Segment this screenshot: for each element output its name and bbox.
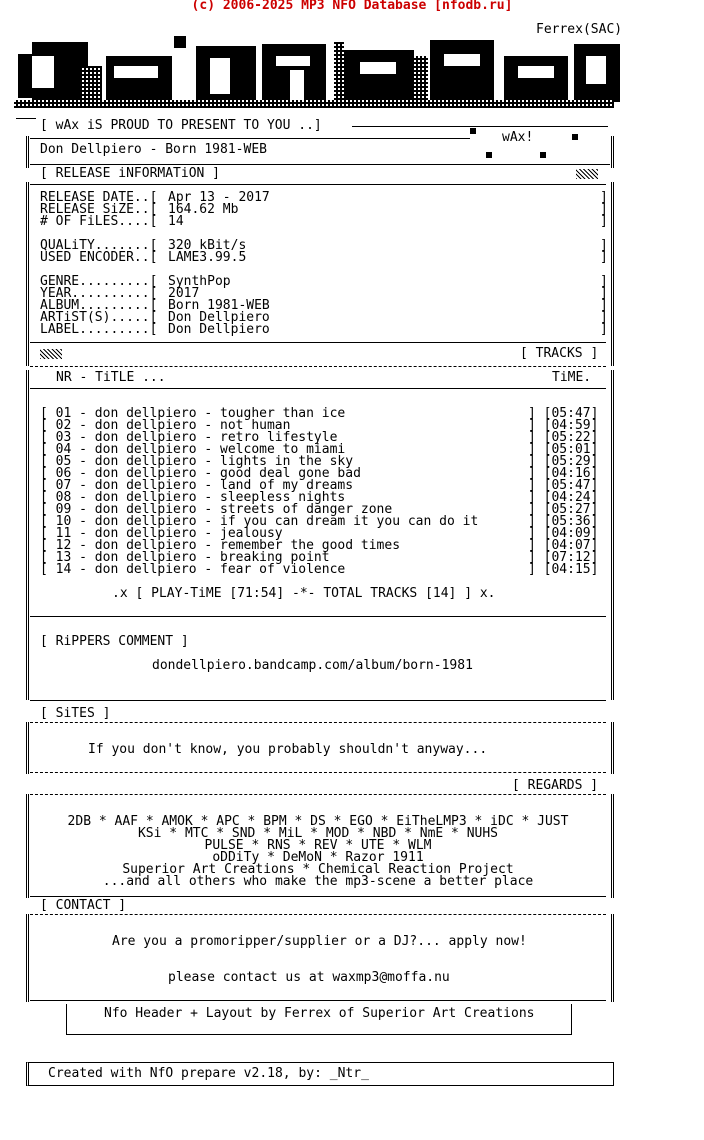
regards-line: oDDiTy * DeMoN * Razor 1911 [212, 850, 424, 865]
regards-line: KSi * MTC * SND * MiL * MOD * NBD * NmE * NUHS [137, 826, 499, 841]
regards-title: [ REGARDS ] [512, 778, 599, 793]
release-info-bracket: ] [600, 214, 608, 229]
release-info-value: Don Dellpiero [168, 322, 270, 337]
track-title: [ 04 - don dellpiero - welcome to miami [40, 442, 346, 457]
release-info-rule-bottom [30, 342, 606, 343]
regards-line: ...and all others who make the mp3-scene a better place [102, 874, 534, 889]
track-title: [ 12 - don dellpiero - remember the good times [40, 538, 401, 553]
created-with: Created with NfO prepare v2.18, by: _Ntr_ [48, 1066, 369, 1081]
tracks-rule-top [30, 366, 606, 367]
tracks-summary: .x [ PLAY-TiME [71:54] -*- TOTAL TRACKS [14] ] x. [112, 586, 496, 601]
release-name-rule [30, 138, 470, 139]
track-time: ] [05:29] [528, 454, 599, 469]
sites-title: [ SiTES ] [40, 706, 111, 721]
track-time: ] [04:09] [528, 526, 599, 541]
release-info-label: LABEL.........[ [40, 322, 158, 337]
release-info-label: USED ENCODER..[ [40, 250, 158, 265]
release-info-value: Don Dellpiero [168, 310, 270, 325]
tracks-header-right: TiME. [552, 370, 592, 385]
release-info-label: QUALiTY.......[ [40, 238, 158, 253]
track-title: [ 07 - don dellpiero - land of my dreams [40, 478, 354, 493]
track-time: ] [05:22] [528, 430, 599, 445]
regards-line: Superior Art Creations * Chemical Reaction Project [122, 862, 514, 877]
tracks-title: [ TRACKS ] [520, 346, 599, 361]
release-name: Don Dellpiero - Born 1981-WEB [40, 142, 267, 157]
track-time: ] [04:07] [528, 538, 599, 553]
rippers-rule-bottom [30, 700, 606, 701]
artist-tag: Ferrex(SAC) [536, 22, 623, 37]
track-title: [ 09 - don dellpiero - streets of danger zone [40, 502, 393, 517]
track-time: ] [05:47] [528, 478, 599, 493]
rippers-title: [ RiPPERS COMMENT ] [40, 634, 189, 649]
regards-line: PULSE * RNS * REV * UTE * WLM [204, 838, 432, 853]
contact-rule-bottom [30, 1000, 606, 1001]
header-rule-right [352, 126, 608, 127]
logo-graphic [14, 36, 626, 114]
release-info-value: 320 kBit/s [168, 238, 247, 253]
regards-rule-top [30, 794, 606, 795]
release-info-value: 164.62 Mb [168, 202, 239, 217]
track-title: [ 14 - don dellpiero - fear of violence [40, 562, 346, 577]
contact-title: [ CONTACT ] [40, 898, 127, 913]
release-info-bracket: ] [600, 274, 608, 289]
track-time: ] [07:12] [528, 550, 599, 565]
track-time: ] [05:47] [528, 406, 599, 421]
release-info-label: RELEASE SiZE..[ [40, 202, 158, 217]
track-time: ] [04:59] [528, 418, 599, 433]
release-info-bracket: ] [600, 310, 608, 325]
release-info-label: ARTiST(S).....[ [40, 310, 158, 325]
present-line: [ wAx iS PROUD TO PRESENT TO YOU ..] [40, 118, 322, 133]
release-info-value: 14 [168, 214, 184, 229]
contact-email-line[interactable]: please contact us at waxmp3@moffa.nu [168, 970, 450, 985]
dot-deco [470, 128, 476, 134]
shade-deco [40, 348, 62, 360]
track-time: ] [04:15] [528, 562, 599, 577]
release-name-rule-bottom [30, 164, 610, 165]
shade-deco [576, 168, 598, 180]
track-title: [ 13 - don dellpiero - breaking point [40, 550, 330, 565]
rippers-comment-link[interactable]: dondellpiero.bandcamp.com/album/born-1981 [152, 658, 473, 673]
layout-credit-frame [66, 1004, 572, 1035]
contact-rule-top [30, 914, 606, 915]
release-info-value: LAME3.99.5 [168, 250, 247, 265]
release-info-label: YEAR..........[ [40, 286, 158, 301]
track-time: ] [04:16] [528, 466, 599, 481]
layout-credit: Nfo Header + Layout by Ferrex of Superior Art Creations [104, 1006, 535, 1021]
tracks-rule-bottom [30, 616, 606, 617]
release-info-label: ALBUM.........[ [40, 298, 158, 313]
track-title: [ 02 - don dellpiero - not human [40, 418, 291, 433]
regards-line: 2DB * AAF * AMOK * APC * BPM * DS * EGO * EiTheLMP3 * iDC * JUST [67, 814, 569, 829]
release-info-title: [ RELEASE iNFORMATiON ] [40, 166, 221, 181]
track-title: [ 03 - don dellpiero - retro lifestyle [40, 430, 338, 445]
track-title: [ 05 - don dellpiero - lights in the sky [40, 454, 354, 469]
release-info-bracket: ] [600, 238, 608, 253]
release-info-value: SynthPop [168, 274, 231, 289]
release-info-bracket: ] [600, 250, 608, 265]
release-info-label: # OF FiLES....[ [40, 214, 158, 229]
nfodb-credit-link[interactable]: (c) 2006-2025 MP3 NFO Database [nfodb.ru] [191, 0, 513, 13]
track-title: [ 10 - don dellpiero - if you can dream it you can do it [40, 514, 479, 529]
contact-line-apply: Are you a promoripper/supplier or a DJ?... apply now! [112, 934, 527, 949]
track-title: [ 11 - don dellpiero - jealousy [40, 526, 283, 541]
release-info-label: RELEASE DATE..[ [40, 190, 158, 205]
tracks-header-rule [30, 388, 606, 389]
release-info-label: GENRE.........[ [40, 274, 158, 289]
release-info-bracket: ] [600, 202, 608, 217]
regards-rule-bottom [30, 896, 606, 897]
release-info-value: 2017 [168, 286, 200, 301]
track-title: [ 08 - don dellpiero - sleepless nights [40, 490, 346, 505]
track-title: [ 01 - don dellpiero - tougher than ice [40, 406, 346, 421]
contact-box [26, 914, 614, 1002]
track-time: ] [05:27] [528, 502, 599, 517]
sites-text: If you don't know, you probably shouldn't anyway... [88, 742, 488, 757]
release-info-bracket: ] [600, 298, 608, 313]
release-info-bracket: ] [600, 322, 608, 337]
release-info-rule-top [30, 184, 606, 185]
sites-rule-bottom [30, 772, 606, 773]
release-info-bracket: ] [600, 190, 608, 205]
wax-ascii-logo [14, 36, 626, 114]
header-rule [16, 118, 36, 119]
sites-rule-top [30, 722, 606, 723]
release-info-value: Born 1981-WEB [168, 298, 270, 313]
track-title: [ 06 - don dellpiero - good deal gone bad [40, 466, 361, 481]
track-time: ] [04:24] [528, 490, 599, 505]
wax-tag: wAx! [502, 130, 534, 145]
tracks-header-left: NR - TiTLE ... [56, 370, 166, 385]
release-info-bracket: ] [600, 286, 608, 301]
track-time: ] [05:36] [528, 514, 599, 529]
track-time: ] [05:01] [528, 442, 599, 457]
release-info-value: Apr 13 - 2017 [168, 190, 270, 205]
